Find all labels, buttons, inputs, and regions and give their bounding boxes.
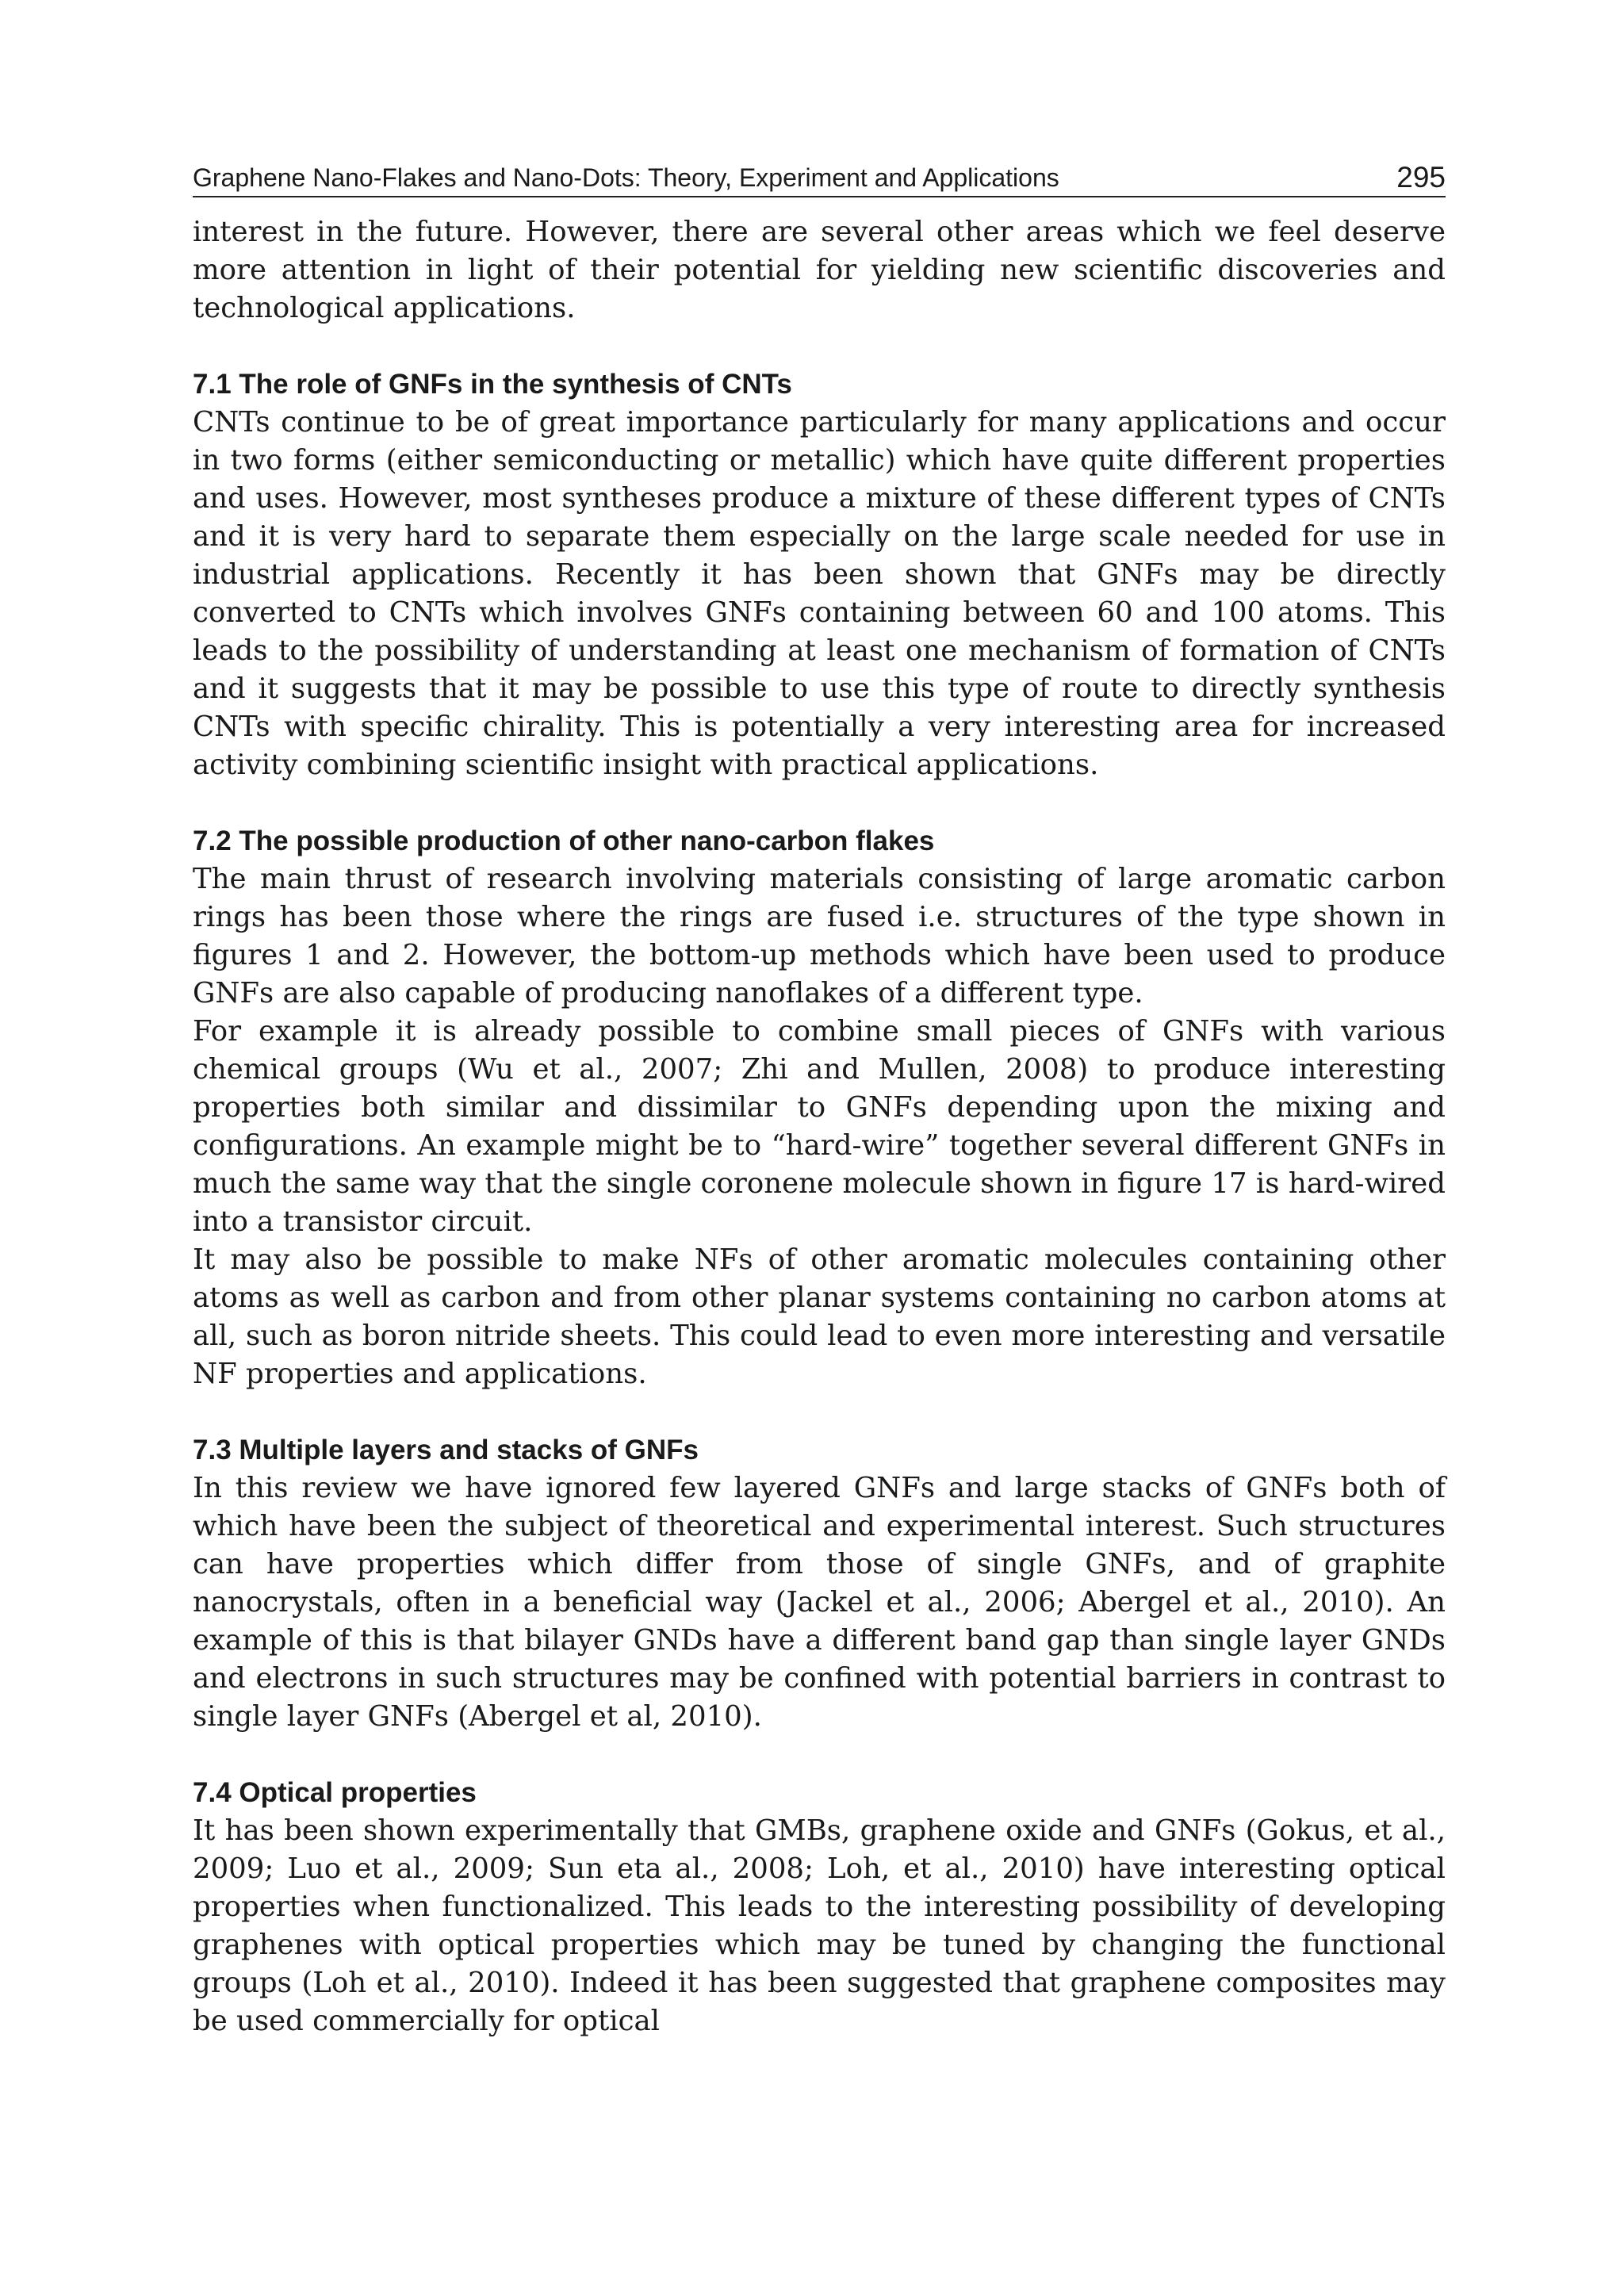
section-heading: 7.3 Multiple layers and stacks of GNFs bbox=[193, 1435, 699, 1465]
page-number: 295 bbox=[1396, 161, 1446, 193]
paragraph: It may also be possible to make NFs of other aromatic molecules containing other atoms as well as carbon and from other planar systems containing no carbon atoms at all, such as boron nitride sheets. This could lead to even more interesting and versatile NF properties and applications. bbox=[193, 1243, 1446, 1390]
book-page bbox=[193, 163, 1446, 2040]
section-heading: 7.4 Optical properties bbox=[193, 1777, 477, 1808]
section-heading: 7.1 The role of GNFs in the synthesis of CNTs bbox=[193, 369, 792, 400]
paragraph: It has been shown experimentally that GMBs, graphene oxide and GNFs (Gokus, et al., 2009; Luo et al., 2009; Sun eta al., 2008; Loh, et al., 2010) have interesting optical properties when functionalized. This leads to the interesting possibility of developing graphenes with optical properties which may be tuned by changing the functional groups (Loh et al., 2010). Indeed it has been suggested that graphene composites may be used commercially for optical bbox=[193, 1814, 1446, 2037]
running-title: Graphene Nano-Flakes and Nano-Dots: Theory, Experiment and Applications bbox=[193, 163, 1059, 192]
paragraph: CNTs continue to be of great importance particularly for many applications and occur in two forms (either semiconducting or metallic) which have quite different properties and uses. However, most syntheses produce a mixture of these different types of CNTs and it is very hard to separate them especially on the large scale needed for use in industrial applications. Recently it has been shown that GNFs may be directly converted to CNTs which involves GNFs containing between 60 and 100 atoms. This leads to the possibility of understanding at least one mechanism of formation of CNTs and it suggests that it may be possible to use this type of route to directly synthesis CNTs with specific chirality. This is potentially a very interesting area for increased activity combining scientific insight with practical applications. bbox=[193, 406, 1446, 781]
section-7-4 bbox=[193, 1774, 1446, 2040]
section-heading: 7.2 The possible production of other nano-carbon flakes bbox=[193, 826, 935, 856]
paragraph: The main thrust of research involving materials consisting of large aromatic carbon rings has been those where the rings are fused i.e. structures of the type shown in figures 1 and 2. However, the bottom-up methods which have been used to produce GNFs are also capable of producing nanoflakes of a different type. bbox=[193, 863, 1446, 1009]
section-7-3 bbox=[193, 1431, 1446, 1736]
paragraph: For example it is already possible to combine small pieces of GNFs with various chemical groups (Wu et al., 2007; Zhi and Mullen, 2008) to produce interesting properties both similar and dissimilar to GNFs depending upon the mixing and configurations. An example might be to “hard-wire” together several different GNFs in much the same way that the single coronene molecule shown in figure 17 is hard-wired into a transistor circuit. bbox=[193, 1015, 1446, 1238]
body-text bbox=[193, 213, 1446, 2040]
section-7-1 bbox=[193, 366, 1446, 784]
intro-paragraph: interest in the future. However, there are several other areas which we feel deserve more attention in light of their potential for yielding new scientific discoveries and technological applications. bbox=[193, 216, 1446, 324]
paragraph: In this review we have ignored few layered GNFs and large stacks of GNFs both of which have been the subject of theoretical and experimental interest. Such structures can have properties which differ from those of single GNFs, and of graphite nanocrystals, often in a beneficial way (Jackel et al., 2006; Abergel et al., 2010). An example of this is that bilayer GNDs have a different band gap than single layer GNDs and electrons in such structures may be confined with potential barriers in contrast to single layer GNFs (Abergel et al, 2010). bbox=[193, 1472, 1446, 1733]
section-7-2 bbox=[193, 822, 1446, 1393]
running-header bbox=[193, 163, 1446, 197]
